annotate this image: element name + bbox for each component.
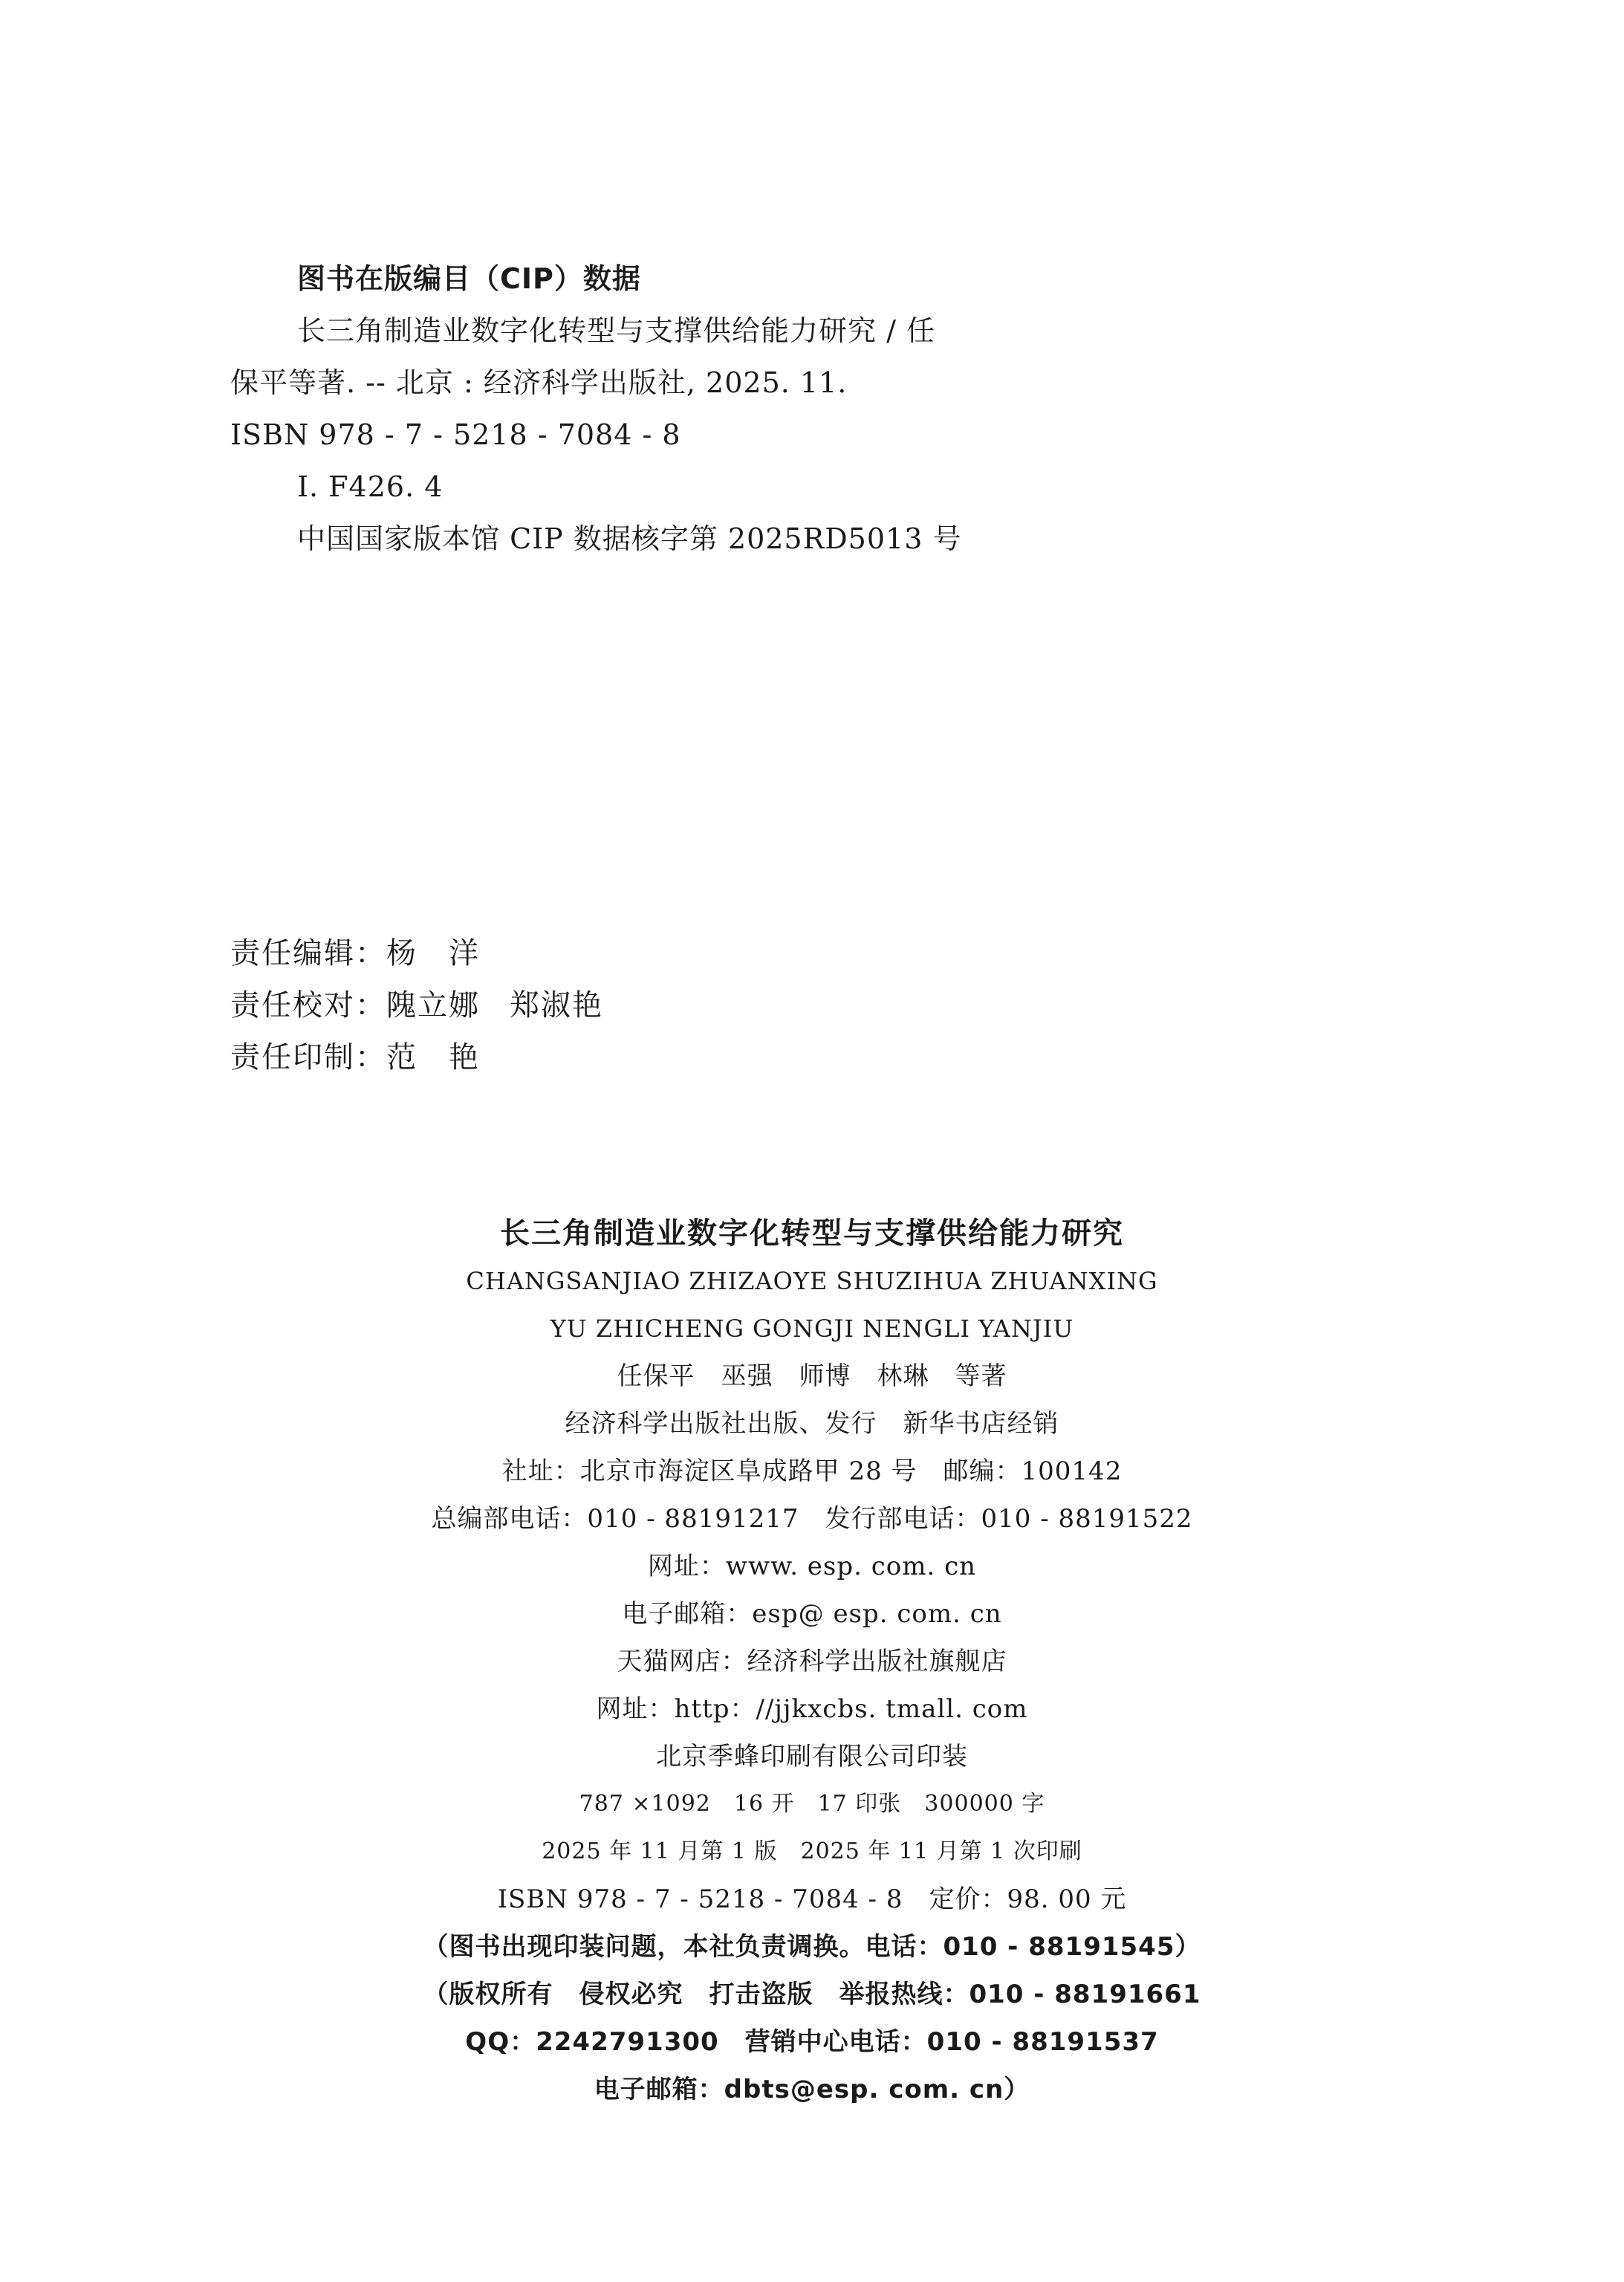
publisher-website: 网址：www. esp. com. cn [647, 1552, 977, 1581]
contact-email: 电子邮箱：dbts@esp. com. cn） [594, 2075, 1030, 2104]
tmall-store: 天猫网店：经济科学出版社旗舰店 [617, 1647, 1007, 1676]
responsible-printing [230, 1031, 633, 1083]
staff-label: 责任印制： [230, 1040, 386, 1074]
contact-qq-marketing: QQ：2242791300 营销中心电话：010 - 88191537 [465, 2027, 1159, 2057]
edition-info: 2025 年 11 月第 1 版 2025 年 11 月第 1 次印刷 [542, 1838, 1082, 1864]
cip-record-number-line: 中国国家版本馆 CIP 数据核字第 2025RD5013 号 [297, 522, 962, 555]
responsible-proofreader [230, 979, 633, 1031]
cip-author-publisher-line: 保平等著. -- 北京 : 经济科学出版社, 2025. 11. [230, 366, 848, 399]
staff-name: 隗立娜 [386, 988, 480, 1022]
staff-label: 责任编辑： [230, 936, 386, 970]
responsible-editor [230, 927, 633, 979]
colophon-block [0, 1210, 1624, 2113]
staff-label: 责任校对： [230, 988, 386, 1022]
isbn-price: ISBN 978 - 7 - 5218 - 7084 - 8 定价：98. 00 元 [497, 1884, 1127, 1914]
tmall-url: 网址：http：//jjkxcbs. tmall. com [596, 1694, 1028, 1724]
cip-classification-line: Ⅰ. F426. 4 [297, 470, 444, 503]
staff-name: 郑淑艳 [510, 988, 603, 1022]
staff-name: 杨 洋 [386, 936, 480, 970]
staff-name: 范 艳 [386, 1040, 480, 1074]
copyright-notice: （版权所有 侵权必究 打击盗版 举报热线：010 - 88191661 [423, 1980, 1201, 2009]
cip-title-line: 长三角制造业数字化转型与支撑供给能力研究 / 任 [297, 314, 935, 347]
printing-issue-notice: （图书出现印装问题，本社负责调换。电话：010 - 88191545） [423, 1932, 1201, 1962]
authors: 任保平 巫强 师博 林琳 等著 [617, 1361, 1007, 1391]
printer: 北京季蜂印刷有限公司印装 [656, 1742, 968, 1772]
cip-heading: 图书在版编目（CIP）数据 [297, 262, 641, 295]
publisher-address: 社址：北京市海淀区阜成路甲 28 号 邮编：100142 [501, 1456, 1123, 1486]
cip-data-block [230, 253, 1062, 565]
pinyin-title-line-2: YU ZHICHENG GONGJI NENGLI YANJIU [550, 1315, 1074, 1343]
publisher-distributor: 经济科学出版社出版、发行 新华书店经销 [565, 1409, 1059, 1439]
publisher-email: 电子邮箱：esp@ esp. com. cn [622, 1599, 1002, 1629]
responsible-staff-block [230, 927, 633, 1083]
pinyin-title-line-1: CHANGSANJIAO ZHIZAOYE SHUZIHUA ZHUANXING [466, 1267, 1158, 1295]
publisher-phones: 总编部电话：010 - 88191217 发行部电话：010 - 88191522 [431, 1504, 1193, 1534]
cip-isbn-line: ISBN 978 - 7 - 5218 - 7084 - 8 [230, 418, 681, 451]
book-title: 长三角制造业数字化转型与支撑供给能力研究 [500, 1216, 1124, 1251]
book-specs: 787 ×1092 16 开 17 印张 300000 字 [579, 1791, 1045, 1817]
